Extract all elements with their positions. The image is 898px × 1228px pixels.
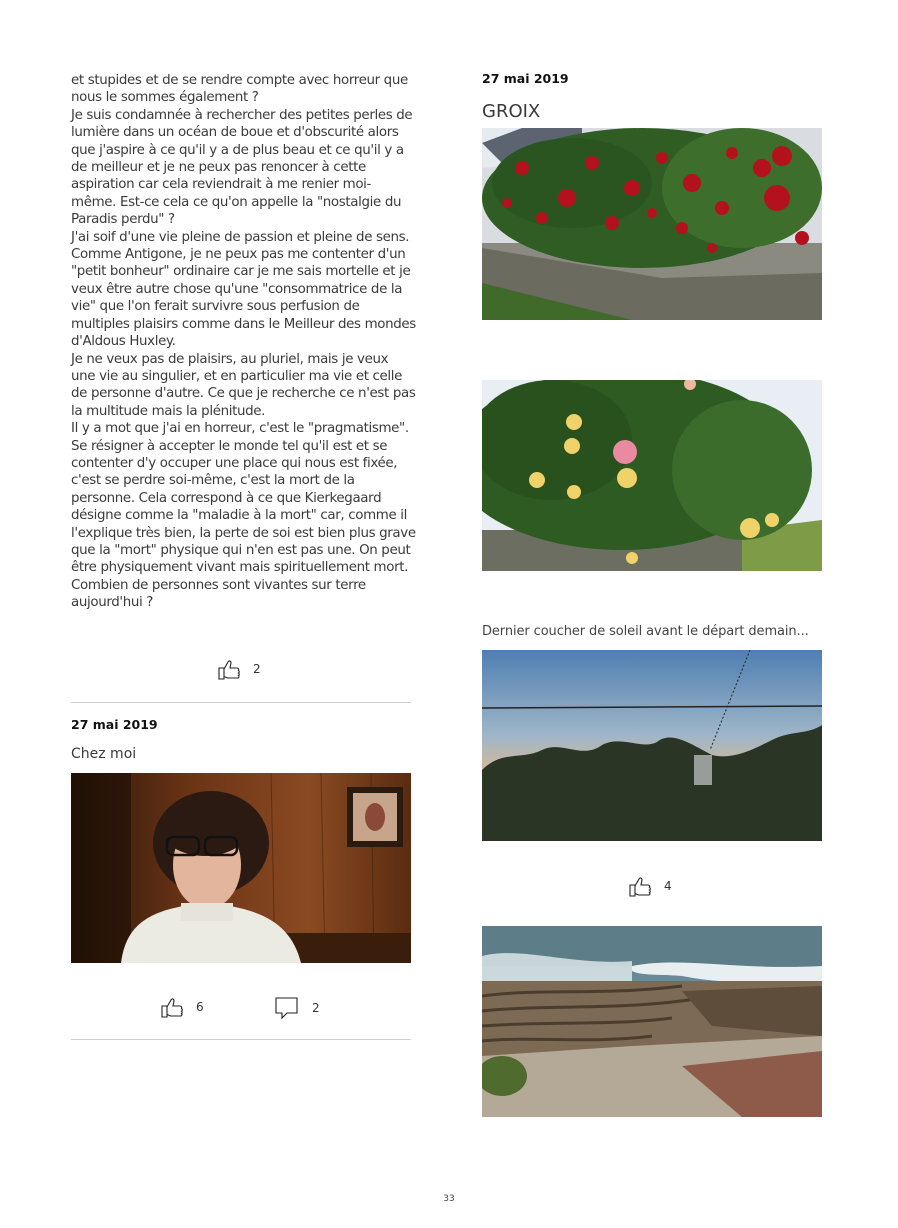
comment-button[interactable] xyxy=(274,995,320,1021)
thumbs-up-icon xyxy=(160,995,184,1019)
page-number: 33 xyxy=(443,1194,455,1204)
paragraph: et stupides et de se rendre compte avec horreur que nous le sommes également ? xyxy=(71,73,408,106)
comment-icon xyxy=(274,995,300,1021)
post-title: Chez moi xyxy=(71,746,137,762)
thumbs-up-icon xyxy=(628,874,652,898)
post2-like xyxy=(160,995,204,1019)
thumbs-up-icon xyxy=(217,657,241,681)
like-button[interactable] xyxy=(628,874,672,898)
post-date: 27 mai 2019 xyxy=(71,717,158,732)
paragraph: Je suis condamnée à rechercher des petites perles de lumière dans un océan de boue et d'obscurité alors que j'aspire à ce qu'il y a de plus beau et ce qu'il y a de meilleur et je ne peux pas renoncer à cette aspiration car cela reviendrait à me renier moi-même. Est-ce cela ce qu'on appelle la "nostalgie du Paradis perdu" ? xyxy=(71,107,413,228)
right-post-reactions xyxy=(628,874,672,898)
red-roses-photo[interactable] xyxy=(482,128,822,320)
like-count: 2 xyxy=(253,662,261,676)
post2-comments xyxy=(274,995,320,1021)
rocky-shore-photo[interactable] xyxy=(482,926,822,1117)
like-count: 4 xyxy=(664,879,672,893)
yellow-roses-photo[interactable] xyxy=(482,380,822,571)
like-button[interactable] xyxy=(160,995,204,1019)
like-button[interactable] xyxy=(217,657,261,681)
post-date: 27 mai 2019 xyxy=(482,71,569,86)
like-count: 6 xyxy=(196,1000,204,1014)
post-title: GROIX xyxy=(482,101,541,122)
paragraph: Il y a mot que j'ai en horreur, c'est le "pragmatisme". Se résigner à accepter le monde tel qu'il est et se contenter d'y occuper une place qui nous est fixée, c'est se perdre soi-même, c'est la mort de la personne. Cela correspond à ce que Kierkegaard désigne comme la "maladie à la mort" car, comme il l'explique très bien, la perte de soi est bien plus grave que la "mort" physique qui n'en est pas une. On peut être physiquement vivant mais spirituellement mort. xyxy=(71,421,416,576)
sunset-photo[interactable] xyxy=(482,650,822,841)
comment-count: 2 xyxy=(312,1001,320,1015)
article-text xyxy=(71,72,416,612)
selfie-photo[interactable] xyxy=(71,773,411,963)
divider xyxy=(71,1039,411,1040)
paragraph: J'ai soif d'une vie pleine de passion et pleine de sens. Comme Antigone, je ne peux pas me contenter d'un "petit bonheur" ordinaire car je me sais mortelle et je veux être autre chose qu'une "consommatrice de la vie" que l'on ferait survivre sous perfusion de multiples plaisirs comme dans le Meilleur des mondes d'Aldous Huxley. xyxy=(71,229,416,350)
paragraph: Combien de personnes sont vivantes sur terre aujourd'hui ? xyxy=(71,577,366,611)
photo-caption: Dernier coucher de soleil avant le départ demain... xyxy=(482,624,809,639)
divider xyxy=(71,702,411,703)
post1-reactions xyxy=(217,657,261,681)
paragraph: Je ne veux pas de plaisirs, au pluriel, mais je veux une vie au singulier, et en particulier ma vie et celle de personne d'autre. Ce que je recherche ce n'est pas la multitude mais la plénitude. xyxy=(71,351,416,419)
